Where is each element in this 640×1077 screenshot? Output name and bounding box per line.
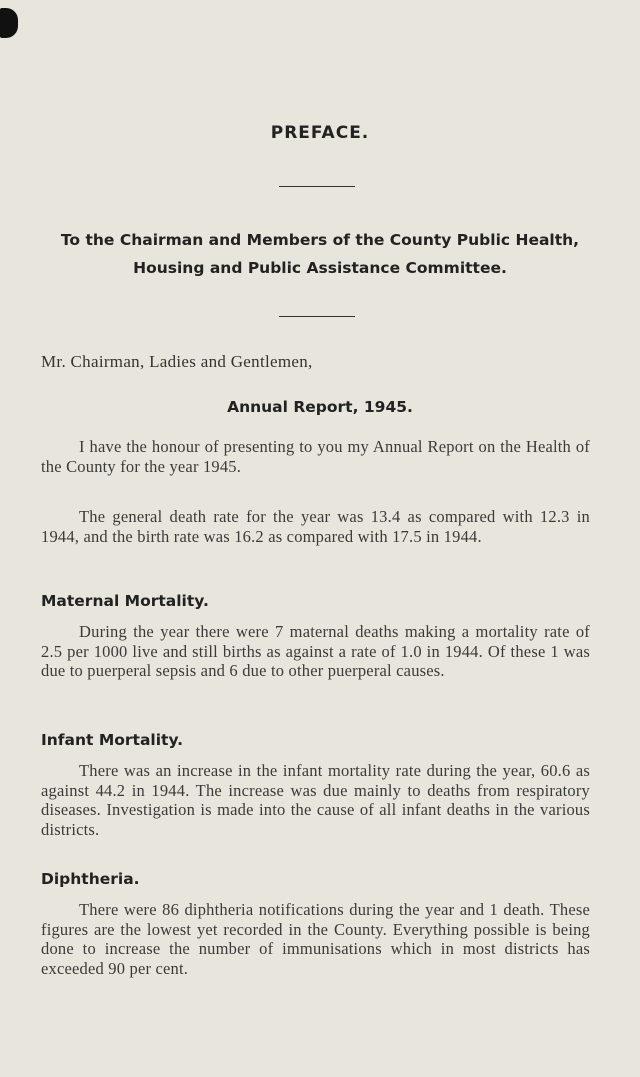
diphtheria-heading: Diphtheria. [41, 870, 140, 888]
binding-hole-mark [0, 8, 18, 38]
infant-mortality-heading: Infant Mortality. [41, 731, 184, 749]
intro-paragraph: I have the honour of presenting to you my Annual Report on the Health of the County for the year 1945. [41, 437, 590, 476]
salutation: Mr. Chairman, Ladies and Gentlemen, [41, 352, 313, 371]
death-rate-paragraph: The general death rate for the year was 13.4 as compared with 12.3 in 1944, and the birth rate was 16.2 as compared with 17.5 in 1944. [41, 507, 590, 546]
address-block [30, 226, 610, 282]
maternal-mortality-heading: Maternal Mortality. [41, 592, 209, 610]
report-title: Annual Report, 1945. [227, 398, 413, 416]
page-title: PREFACE. [270, 123, 370, 143]
address-line-2: Housing and Public Assistance Committee. [133, 259, 507, 277]
maternal-mortality-paragraph: During the year there were 7 maternal deaths making a mortality rate of 2.5 per 1000 live and still births as against a rate of 1.0 in 1944. Of these 1 was due to puerperal sepsis and 6 due to other puerperal causes. [41, 622, 590, 680]
divider-rule-top [279, 186, 355, 187]
divider-rule-bottom [279, 316, 355, 317]
infant-mortality-paragraph: There was an increase in the infant mortality rate during the year, 60.6 as against 44.2 in 1944. The increase was due mainly to deaths from respiratory diseases. Investigation is made into the cause of all infant deaths in the various districts. [41, 761, 590, 839]
diphtheria-paragraph: There were 86 diphtheria notifications during the year and 1 death. These figures are the lowest yet recorded in the County. Everything possible is being done to increase the number of immunisations which in most districts has exceeded 90 per cent. [41, 900, 590, 978]
address-line-1: To the Chairman and Members of the County Public Health, [60, 231, 580, 249]
